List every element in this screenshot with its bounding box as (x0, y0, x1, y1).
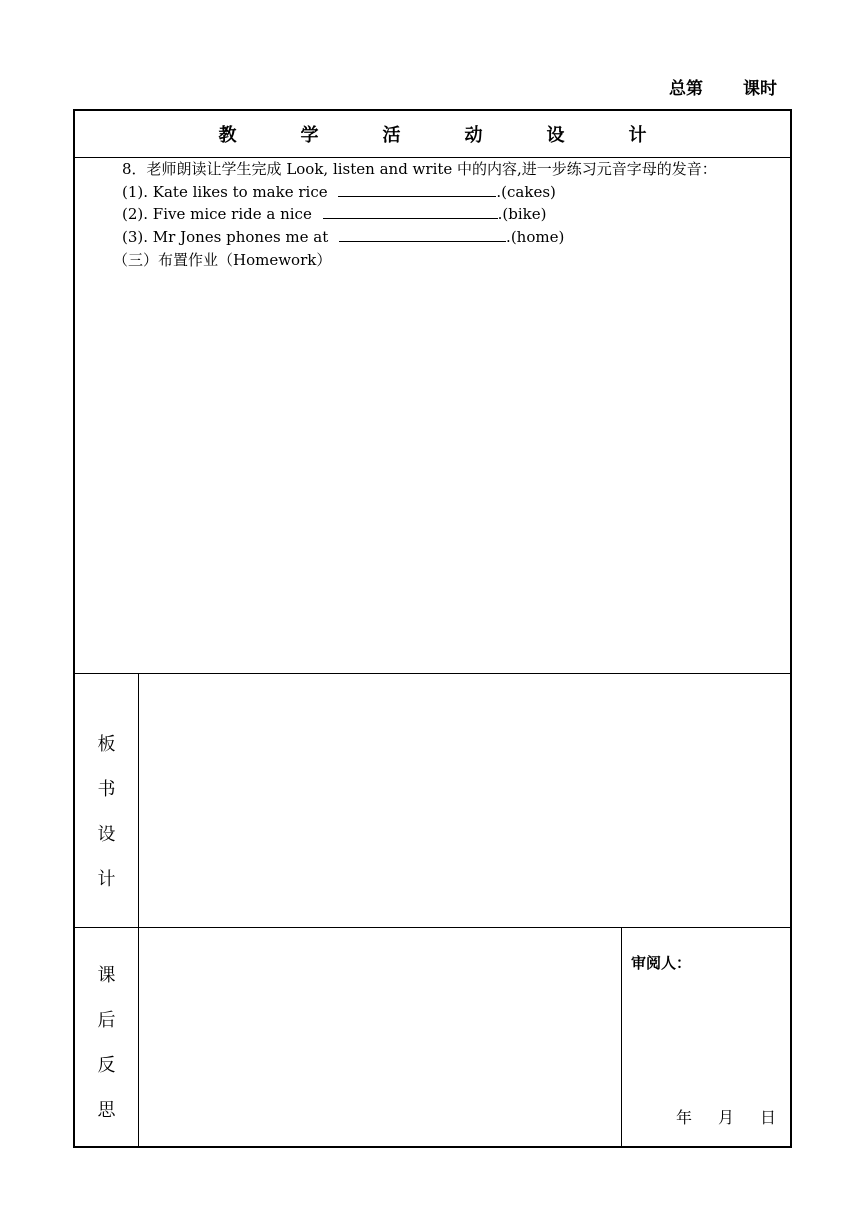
label-char: 后 (97, 1010, 116, 1031)
review-date (676, 1105, 776, 1128)
exercise-hint: .(bike) (497, 205, 547, 223)
answer-blank (338, 182, 496, 197)
label-char: 设 (97, 824, 116, 845)
lesson-label: 课时 (743, 79, 777, 99)
title-char: 设 (546, 125, 565, 146)
step-8-text: 8．老师朗读让学生完成 Look, listen and write 中的内容,进一步练习元音字母的发音： (122, 160, 717, 178)
title-char: 学 (300, 125, 319, 146)
exercise-item (122, 181, 556, 204)
exercise-hint: .(cakes) (496, 183, 556, 201)
reflection-row (75, 927, 790, 1146)
lesson-plan-table (73, 109, 792, 1148)
label-char: 课 (97, 965, 116, 986)
activity-content (75, 158, 790, 673)
board-design-row (75, 673, 790, 928)
exercise-item (122, 226, 564, 249)
exercise-prompt: (1). Kate likes to make rice (122, 183, 328, 201)
year-label: 年 (675, 1108, 692, 1127)
exercise-hint: .(home) (506, 228, 565, 246)
table-title (75, 111, 790, 158)
reviewer-label: 审阅人： (631, 954, 692, 972)
month-label: 月 (717, 1108, 734, 1127)
title-char: 教 (218, 125, 237, 146)
answer-blank (323, 204, 498, 219)
lesson-counter (669, 74, 777, 99)
board-design-label (75, 674, 139, 928)
exercise-item (122, 203, 546, 226)
reflection-label (75, 928, 139, 1146)
label-char: 书 (97, 779, 116, 800)
title-char: 动 (464, 125, 483, 146)
label-char: 反 (97, 1055, 116, 1076)
title-char: 活 (382, 125, 401, 146)
exercise-prompt: (2). Five mice ride a nice (122, 205, 312, 223)
label-char: 计 (97, 869, 116, 890)
reviewer-section (621, 928, 790, 1146)
exercise-prompt: (3). Mr Jones phones me at (122, 228, 329, 246)
total-label: 总第 (669, 79, 703, 99)
day-label: 日 (759, 1108, 776, 1127)
title-char: 计 (628, 125, 647, 146)
label-char: 思 (97, 1100, 116, 1121)
label-char: 板 (97, 734, 116, 755)
homework-heading: （三）布置作业（Homework） (113, 251, 332, 269)
answer-blank (339, 227, 506, 242)
